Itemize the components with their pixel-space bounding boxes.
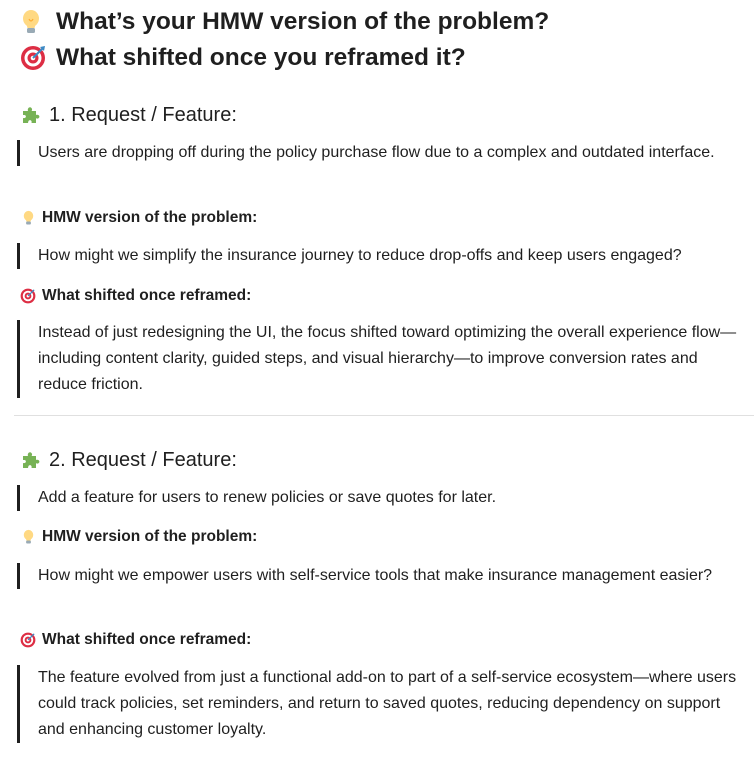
- section-1-request-text: Users are dropping off during the policy purchase flow due to a complex and outdated interface.: [38, 144, 715, 161]
- hmw-question-heading: [0, 4, 754, 40]
- section-2-request-text: Add a feature for users to renew policies or save quotes for later.: [38, 489, 497, 506]
- section-1-hmw-label: [20, 208, 257, 228]
- section-1-hmw-quote: [17, 243, 743, 269]
- section-2-request-quote: [17, 485, 743, 511]
- section-2-title: [20, 446, 237, 474]
- section-2-shift-label-text: What shifted once reframed:: [42, 631, 252, 648]
- puzzle-piece-icon: [20, 105, 42, 125]
- section-divider: [14, 415, 754, 416]
- section-1-request-quote: [17, 140, 743, 166]
- target-icon: [20, 632, 36, 648]
- hmw-question-text: What’s your HMW version of the problem?: [56, 8, 550, 35]
- section-2-hmw-label: [20, 527, 257, 547]
- target-icon: [20, 45, 48, 71]
- section-2-hmw-label-text: HMW version of the problem:: [42, 528, 258, 545]
- section-1-hmw-text: How might we simplify the insurance journey to reduce drop-offs and keep users engaged?: [38, 247, 682, 264]
- section-2-title-text: 2. Request / Feature:: [49, 448, 237, 471]
- section-1-title: [20, 101, 237, 129]
- section-2-shift-text: The feature evolved from just a functional add-on to part of a self-service ecosystem—where users could track policies, set reminders, and return to saved quotes, reducing dependency on support and enhancing customer loyalty.: [38, 669, 737, 738]
- section-2-shift-quote: [17, 665, 743, 743]
- lightbulb-icon: [20, 210, 36, 226]
- lightbulb-icon: [20, 9, 48, 35]
- shift-question-heading: [0, 40, 754, 76]
- section-1-title-text: 1. Request / Feature:: [49, 103, 237, 126]
- section-1-shift-label: [20, 286, 251, 306]
- section-2-hmw-quote: [17, 563, 743, 589]
- section-1-shift-quote: [17, 320, 743, 398]
- section-2-hmw-text: How might we empower users with self-service tools that make insurance management easier?: [38, 567, 713, 584]
- section-2-shift-label: [20, 630, 251, 650]
- puzzle-piece-icon: [20, 450, 42, 470]
- lightbulb-icon: [20, 529, 36, 545]
- section-1-shift-label-text: What shifted once reframed:: [42, 287, 252, 304]
- shift-question-text: What shifted once you reframed it?: [56, 44, 466, 71]
- section-1-hmw-label-text: HMW version of the problem:: [42, 209, 258, 226]
- target-icon: [20, 288, 36, 304]
- section-1-shift-text: Instead of just redesigning the UI, the focus shifted toward optimizing the overall experience flow—including content clarity, guided steps, and visual hierarchy—to improve conversion rates and reduce friction.: [38, 324, 737, 393]
